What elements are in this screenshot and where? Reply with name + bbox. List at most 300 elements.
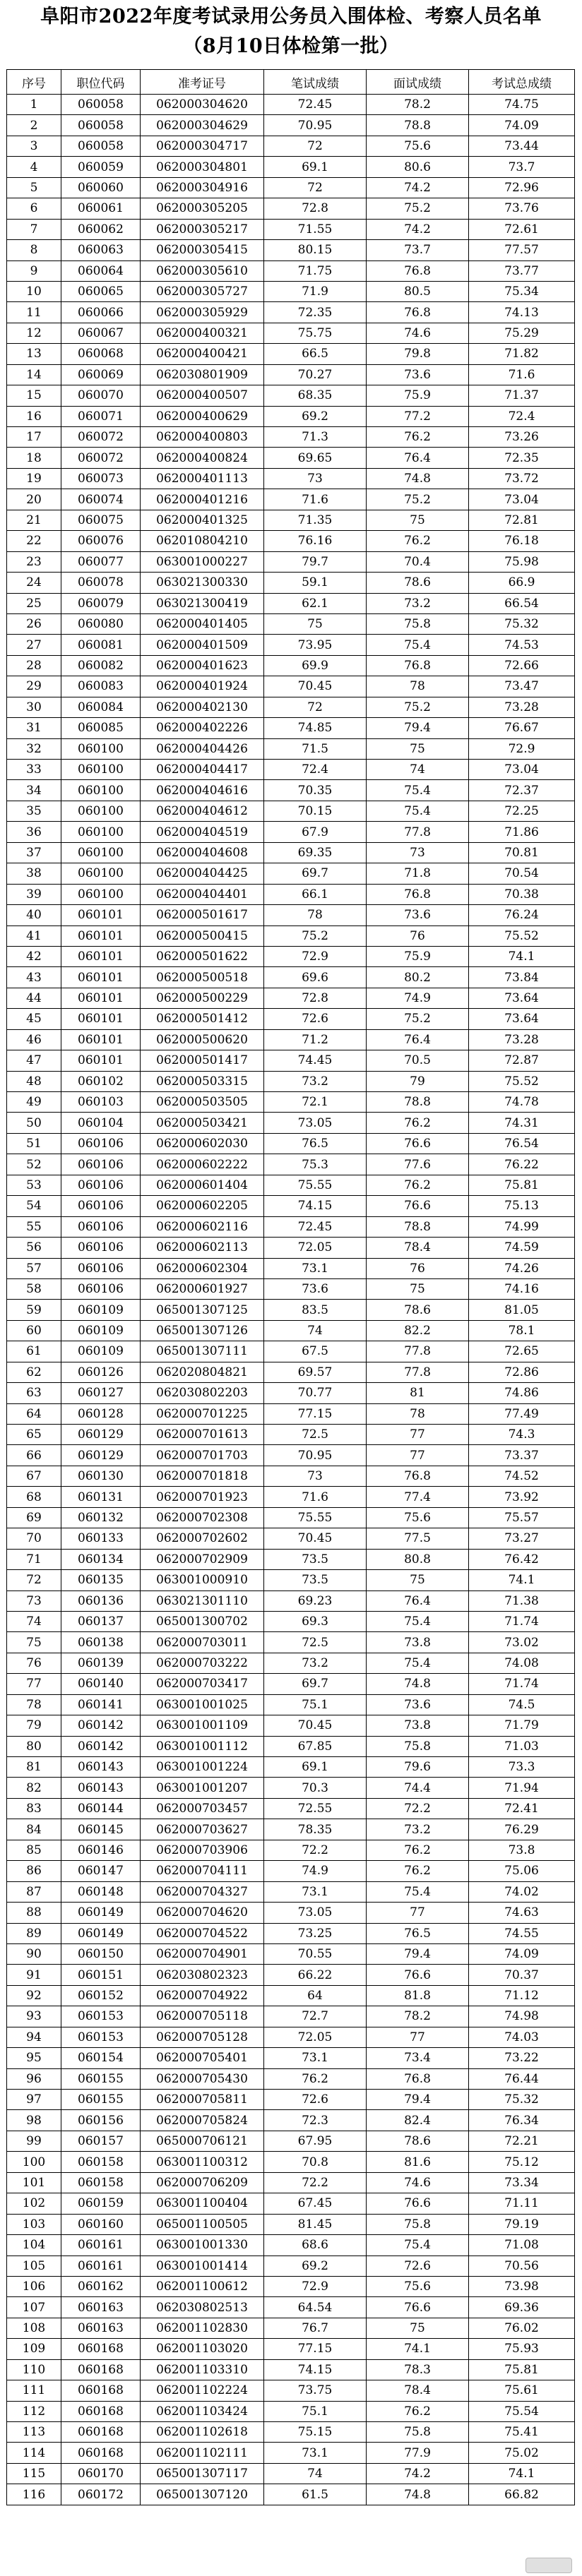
cell-ticket-number: 062000705128 xyxy=(141,2027,264,2047)
cell-total-score: 73.34 xyxy=(469,2172,575,2193)
cell-interview-score: 76.2 xyxy=(367,1175,469,1195)
cell-position-code: 060157 xyxy=(61,2131,141,2151)
cell-written-score: 73.5 xyxy=(264,1549,367,1569)
cell-written-score: 71.9 xyxy=(264,281,367,301)
cell-written-score: 72.1 xyxy=(264,1092,367,1113)
cell-interview-score: 76.5 xyxy=(367,1923,469,1943)
cell-ticket-number: 062000401509 xyxy=(141,635,264,655)
table-row xyxy=(7,1320,575,1341)
table-row xyxy=(7,198,575,219)
cell-total-score: 73.27 xyxy=(469,1528,575,1549)
cell-seq: 100 xyxy=(7,2152,61,2172)
table-row xyxy=(7,988,575,1008)
cell-interview-score: 77.5 xyxy=(367,1528,469,1549)
cell-ticket-number: 062000404401 xyxy=(141,884,264,904)
cell-interview-score: 81 xyxy=(367,1383,469,1403)
table-row xyxy=(7,1757,575,1778)
cell-ticket-number: 062001103310 xyxy=(141,2359,264,2380)
table-row xyxy=(7,1653,575,1673)
table-row xyxy=(7,2276,575,2296)
table-row xyxy=(7,884,575,904)
cell-interview-score: 77 xyxy=(367,1425,469,1445)
cell-total-score: 71.94 xyxy=(469,1778,575,1798)
cell-total-score: 74.52 xyxy=(469,1466,575,1486)
cell-position-code: 060146 xyxy=(61,1840,141,1860)
cell-total-score: 71.79 xyxy=(469,1715,575,1736)
cell-written-score: 69.1 xyxy=(264,157,367,177)
cell-total-score: 75.61 xyxy=(469,2380,575,2401)
cell-seq: 85 xyxy=(7,1840,61,1860)
cell-ticket-number: 062000702909 xyxy=(141,1549,264,1569)
header-seq: 序号 xyxy=(7,70,61,95)
table-row xyxy=(7,2318,575,2338)
cell-total-score: 74.59 xyxy=(469,1238,575,1258)
cell-position-code: 060101 xyxy=(61,905,141,925)
cell-written-score: 64 xyxy=(264,1985,367,2006)
cell-total-score: 71.6 xyxy=(469,364,575,385)
cell-interview-score: 76.2 xyxy=(367,427,469,448)
cell-total-score: 81.05 xyxy=(469,1300,575,1320)
cell-seq: 35 xyxy=(7,801,61,821)
cell-ticket-number: 063021301110 xyxy=(141,1590,264,1611)
cell-written-score: 75.3 xyxy=(264,1154,367,1175)
cell-written-score: 69.2 xyxy=(264,2256,367,2276)
cell-written-score: 71.55 xyxy=(264,219,367,239)
cell-total-score: 71.08 xyxy=(469,2235,575,2256)
cell-seq: 77 xyxy=(7,1674,61,1694)
cell-position-code: 060104 xyxy=(61,1113,141,1133)
cell-position-code: 060106 xyxy=(61,1196,141,1216)
cell-ticket-number: 062000703011 xyxy=(141,1632,264,1653)
table-row xyxy=(7,1903,575,1923)
cell-position-code: 060101 xyxy=(61,925,141,946)
cell-ticket-number: 063001001109 xyxy=(141,1715,264,1736)
cell-seq: 109 xyxy=(7,2339,61,2359)
cell-ticket-number: 062000602030 xyxy=(141,1133,264,1154)
cell-ticket-number: 062010804210 xyxy=(141,531,264,551)
cell-ticket-number: 063001000227 xyxy=(141,551,264,572)
cell-ticket-number: 062000701613 xyxy=(141,1425,264,1445)
table-row xyxy=(7,697,575,717)
cell-position-code: 060084 xyxy=(61,697,141,717)
cell-total-score: 71.82 xyxy=(469,344,575,364)
cell-position-code: 060109 xyxy=(61,1320,141,1341)
cell-total-score: 73.47 xyxy=(469,676,575,697)
table-row xyxy=(7,2048,575,2068)
cell-total-score: 74.1 xyxy=(469,1570,575,1590)
cell-seq: 114 xyxy=(7,2443,61,2463)
cell-interview-score: 75.2 xyxy=(367,1009,469,1029)
cell-seq: 25 xyxy=(7,593,61,613)
cell-position-code: 060061 xyxy=(61,198,141,219)
cell-position-code: 060101 xyxy=(61,1009,141,1029)
cell-interview-score: 74.2 xyxy=(367,2463,469,2484)
cell-ticket-number: 062001103020 xyxy=(141,2339,264,2359)
table-row xyxy=(7,1092,575,1113)
cell-total-score: 73.26 xyxy=(469,427,575,448)
cell-position-code: 060068 xyxy=(61,344,141,364)
table-row xyxy=(7,1300,575,1320)
cell-interview-score: 77.6 xyxy=(367,1154,469,1175)
cell-written-score: 72 xyxy=(264,136,367,156)
header-ticket-number: 准考证号 xyxy=(141,70,264,95)
cell-interview-score: 78.8 xyxy=(367,1216,469,1237)
cell-interview-score: 73.8 xyxy=(367,1715,469,1736)
cell-total-score: 73.76 xyxy=(469,198,575,219)
table-row xyxy=(7,2359,575,2380)
cell-total-score: 76.67 xyxy=(469,718,575,738)
cell-ticket-number: 062000704901 xyxy=(141,1943,264,1964)
cell-seq: 55 xyxy=(7,1216,61,1237)
cell-position-code: 060129 xyxy=(61,1425,141,1445)
cell-interview-score: 78 xyxy=(367,676,469,697)
cell-total-score: 72.87 xyxy=(469,1050,575,1071)
cell-written-score: 70.95 xyxy=(264,115,367,136)
cell-seq: 66 xyxy=(7,1445,61,1466)
cell-position-code: 060162 xyxy=(61,2276,141,2296)
cell-total-score: 76.29 xyxy=(469,1819,575,1840)
cell-written-score: 72.4 xyxy=(264,760,367,780)
cell-written-score: 72.6 xyxy=(264,1009,367,1029)
cell-interview-score: 79.8 xyxy=(367,344,469,364)
cell-written-score: 74.15 xyxy=(264,2359,367,2380)
table-header-row xyxy=(7,70,575,95)
cell-written-score: 71.3 xyxy=(264,427,367,448)
cell-seq: 5 xyxy=(7,177,61,198)
cell-written-score: 73.1 xyxy=(264,1881,367,1902)
cell-seq: 99 xyxy=(7,2131,61,2151)
cell-position-code: 060103 xyxy=(61,1092,141,1113)
cell-total-score: 75.81 xyxy=(469,1175,575,1195)
cell-position-code: 060142 xyxy=(61,1736,141,1756)
cell-interview-score: 75.9 xyxy=(367,385,469,406)
cell-position-code: 060066 xyxy=(61,302,141,323)
cell-total-score: 74.09 xyxy=(469,1943,575,1964)
cell-written-score: 69.6 xyxy=(264,967,367,988)
cell-position-code: 060150 xyxy=(61,1943,141,1964)
table-row xyxy=(7,2131,575,2151)
cell-interview-score: 82.2 xyxy=(367,1320,469,1341)
cell-total-score: 70.37 xyxy=(469,1965,575,1985)
table-row xyxy=(7,593,575,613)
cell-total-score: 75.12 xyxy=(469,2152,575,2172)
cell-total-score: 74.55 xyxy=(469,1923,575,1943)
cell-position-code: 060081 xyxy=(61,635,141,655)
cell-ticket-number: 062000500415 xyxy=(141,925,264,946)
cell-written-score: 72.8 xyxy=(264,198,367,219)
cell-seq: 105 xyxy=(7,2256,61,2276)
cell-total-score: 74.86 xyxy=(469,1383,575,1403)
table-row xyxy=(7,1611,575,1631)
cell-seq: 84 xyxy=(7,1819,61,1840)
cell-total-score: 74.16 xyxy=(469,1278,575,1299)
cell-position-code: 060168 xyxy=(61,2380,141,2401)
cell-total-score: 74.53 xyxy=(469,635,575,655)
cell-position-code: 060127 xyxy=(61,1383,141,1403)
header-interview-score: 面试成绩 xyxy=(367,70,469,95)
table-row xyxy=(7,676,575,697)
cell-written-score: 73.6 xyxy=(264,1278,367,1299)
cell-seq: 58 xyxy=(7,1278,61,1299)
table-row xyxy=(7,1549,575,1569)
cell-ticket-number: 062000400421 xyxy=(141,344,264,364)
cell-interview-score: 78.6 xyxy=(367,1300,469,1320)
cell-interview-score: 72.6 xyxy=(367,2256,469,2276)
cell-ticket-number: 062000501617 xyxy=(141,905,264,925)
cell-seq: 47 xyxy=(7,1050,61,1071)
cell-total-score: 73.37 xyxy=(469,1445,575,1466)
cell-total-score: 75.81 xyxy=(469,2359,575,2380)
cell-written-score: 74 xyxy=(264,1320,367,1341)
cell-ticket-number: 062000305610 xyxy=(141,260,264,281)
cell-ticket-number: 065001307125 xyxy=(141,1300,264,1320)
cell-total-score: 74.26 xyxy=(469,1258,575,1278)
cell-total-score: 71.74 xyxy=(469,1674,575,1694)
cell-interview-score: 78.2 xyxy=(367,2006,469,2027)
cell-seq: 56 xyxy=(7,1238,61,1258)
cell-interview-score: 77 xyxy=(367,1903,469,1923)
table-row xyxy=(7,1570,575,1590)
cell-interview-score: 76.4 xyxy=(367,1029,469,1050)
cell-interview-score: 80.6 xyxy=(367,157,469,177)
cell-interview-score: 74.2 xyxy=(367,177,469,198)
cell-seq: 95 xyxy=(7,2048,61,2068)
cell-position-code: 060161 xyxy=(61,2256,141,2276)
cell-total-score: 74.75 xyxy=(469,95,575,115)
cell-seq: 27 xyxy=(7,635,61,655)
cell-interview-score: 75.8 xyxy=(367,2422,469,2443)
cell-position-code: 060155 xyxy=(61,2090,141,2110)
table-row xyxy=(7,1507,575,1528)
table-row xyxy=(7,2027,575,2047)
cell-seq: 49 xyxy=(7,1092,61,1113)
cell-written-score: 72.2 xyxy=(264,1840,367,1860)
cell-written-score: 80.15 xyxy=(264,240,367,260)
cell-position-code: 060100 xyxy=(61,738,141,759)
cell-position-code: 060132 xyxy=(61,1507,141,1528)
cell-total-score: 72.35 xyxy=(469,448,575,468)
cell-written-score: 73.95 xyxy=(264,635,367,655)
cell-ticket-number: 062000705430 xyxy=(141,2068,264,2089)
cell-position-code: 060153 xyxy=(61,2006,141,2027)
cell-ticket-number: 062000401325 xyxy=(141,510,264,530)
cell-position-code: 060158 xyxy=(61,2152,141,2172)
table-row xyxy=(7,2006,575,2027)
cell-written-score: 73.05 xyxy=(264,1903,367,1923)
table-row xyxy=(7,448,575,468)
cell-total-score: 74.78 xyxy=(469,1092,575,1113)
cell-ticket-number: 062000602304 xyxy=(141,1258,264,1278)
cell-total-score: 72.81 xyxy=(469,510,575,530)
cell-position-code: 060143 xyxy=(61,1778,141,1798)
cell-written-score: 83.5 xyxy=(264,1300,367,1320)
cell-ticket-number: 062000404519 xyxy=(141,822,264,842)
cell-total-score: 75.32 xyxy=(469,2090,575,2110)
cell-interview-score: 75.4 xyxy=(367,801,469,821)
cell-seq: 112 xyxy=(7,2401,61,2421)
cell-seq: 41 xyxy=(7,925,61,946)
cell-seq: 81 xyxy=(7,1757,61,1778)
cell-written-score: 75.75 xyxy=(264,323,367,343)
cell-position-code: 060106 xyxy=(61,1216,141,1237)
cell-seq: 24 xyxy=(7,573,61,593)
cell-seq: 1 xyxy=(7,95,61,115)
cell-position-code: 060102 xyxy=(61,1071,141,1091)
cell-interview-score: 77 xyxy=(367,2027,469,2047)
table-row xyxy=(7,1445,575,1466)
cell-interview-score: 76.6 xyxy=(367,2193,469,2214)
cell-interview-score: 75 xyxy=(367,738,469,759)
cell-interview-score: 79.4 xyxy=(367,1943,469,1964)
cell-total-score: 74.31 xyxy=(469,1113,575,1133)
cell-ticket-number: 062000400803 xyxy=(141,427,264,448)
cell-position-code: 060134 xyxy=(61,1549,141,1569)
cell-written-score: 69.7 xyxy=(264,863,367,884)
cell-position-code: 060106 xyxy=(61,1278,141,1299)
cell-total-score: 75.32 xyxy=(469,613,575,634)
cell-written-score: 66.22 xyxy=(264,1965,367,1985)
cell-seq: 111 xyxy=(7,2380,61,2401)
cell-ticket-number: 062000401216 xyxy=(141,489,264,510)
table-row xyxy=(7,2443,575,2463)
table-row xyxy=(7,2484,575,2505)
cell-written-score: 75.55 xyxy=(264,1175,367,1195)
cell-ticket-number: 062000305217 xyxy=(141,219,264,239)
cell-seq: 42 xyxy=(7,946,61,966)
cell-written-score: 73 xyxy=(264,1466,367,1486)
cell-total-score: 74.1 xyxy=(469,2463,575,2484)
cell-position-code: 060100 xyxy=(61,863,141,884)
cell-ticket-number: 063021300419 xyxy=(141,593,264,613)
cell-written-score: 70.3 xyxy=(264,1778,367,1798)
cell-interview-score: 75.4 xyxy=(367,2235,469,2256)
cell-position-code: 060106 xyxy=(61,1238,141,1258)
cell-ticket-number: 062000305205 xyxy=(141,198,264,219)
table-row xyxy=(7,2256,575,2276)
cell-position-code: 060079 xyxy=(61,593,141,613)
cell-position-code: 060168 xyxy=(61,2359,141,2380)
cell-seq: 29 xyxy=(7,676,61,697)
cell-interview-score: 80.8 xyxy=(367,1549,469,1569)
table-row xyxy=(7,822,575,842)
cell-total-score: 73.02 xyxy=(469,1632,575,1653)
cell-position-code: 060139 xyxy=(61,1653,141,1673)
cell-interview-score: 74.8 xyxy=(367,1674,469,1694)
cell-seq: 14 xyxy=(7,364,61,385)
cell-written-score: 73.25 xyxy=(264,1923,367,1943)
cell-total-score: 73.04 xyxy=(469,489,575,510)
cell-position-code: 060083 xyxy=(61,676,141,697)
cell-interview-score: 73.8 xyxy=(367,1632,469,1653)
cell-seq: 83 xyxy=(7,1798,61,1819)
cell-position-code: 060073 xyxy=(61,468,141,489)
cell-seq: 116 xyxy=(7,2484,61,2505)
cell-written-score: 66.1 xyxy=(264,884,367,904)
cell-total-score: 72.61 xyxy=(469,219,575,239)
cell-total-score: 76.54 xyxy=(469,1133,575,1154)
cell-total-score: 71.38 xyxy=(469,1590,575,1611)
cell-written-score: 70.77 xyxy=(264,1383,367,1403)
cell-seq: 28 xyxy=(7,655,61,676)
cell-interview-score: 76.8 xyxy=(367,2068,469,2089)
cell-ticket-number: 062000400629 xyxy=(141,406,264,426)
cell-written-score: 67.45 xyxy=(264,2193,367,2214)
cell-ticket-number: 062000305929 xyxy=(141,302,264,323)
cell-interview-score: 75.6 xyxy=(367,2276,469,2296)
cell-interview-score: 76 xyxy=(367,1258,469,1278)
cell-written-score: 72.8 xyxy=(264,988,367,1008)
cell-position-code: 060130 xyxy=(61,1466,141,1486)
cell-written-score: 70.15 xyxy=(264,801,367,821)
cell-position-code: 060136 xyxy=(61,1590,141,1611)
cell-ticket-number: 062000503505 xyxy=(141,1092,264,1113)
cell-total-score: 73.98 xyxy=(469,2276,575,2296)
cell-seq: 60 xyxy=(7,1320,61,1341)
cell-total-score: 76.44 xyxy=(469,2068,575,2089)
cell-ticket-number: 062000701703 xyxy=(141,1445,264,1466)
cell-written-score: 74.45 xyxy=(264,1050,367,1071)
cell-total-score: 75.54 xyxy=(469,2401,575,2421)
table-row xyxy=(7,406,575,426)
cell-total-score: 76.42 xyxy=(469,1549,575,1569)
cell-position-code: 060137 xyxy=(61,1611,141,1631)
cell-position-code: 060148 xyxy=(61,1881,141,1902)
cell-written-score: 71.35 xyxy=(264,510,367,530)
cell-total-score: 71.11 xyxy=(469,2193,575,2214)
cell-total-score: 73.28 xyxy=(469,697,575,717)
cell-position-code: 060144 xyxy=(61,1798,141,1819)
cell-total-score: 77.57 xyxy=(469,240,575,260)
table-row xyxy=(7,1861,575,1881)
cell-written-score: 68.6 xyxy=(264,2235,367,2256)
cell-total-score: 70.54 xyxy=(469,863,575,884)
cell-written-score: 77.15 xyxy=(264,1403,367,1424)
cell-position-code: 060106 xyxy=(61,1154,141,1175)
cell-total-score: 75.29 xyxy=(469,323,575,343)
table-row xyxy=(7,738,575,759)
cell-ticket-number: 062000304801 xyxy=(141,157,264,177)
cell-written-score: 72.6 xyxy=(264,2090,367,2110)
cell-written-score: 70.45 xyxy=(264,1715,367,1736)
cell-total-score: 73.44 xyxy=(469,136,575,156)
table-row xyxy=(7,1674,575,1694)
cell-written-score: 72.45 xyxy=(264,95,367,115)
cell-seq: 96 xyxy=(7,2068,61,2089)
cell-interview-score: 75.4 xyxy=(367,1611,469,1631)
cell-position-code: 060158 xyxy=(61,2172,141,2193)
cell-written-score: 72.5 xyxy=(264,1632,367,1653)
cell-interview-score: 78.4 xyxy=(367,1238,469,1258)
cell-position-code: 060065 xyxy=(61,281,141,301)
cell-seq: 78 xyxy=(7,1694,61,1715)
cell-ticket-number: 062000404612 xyxy=(141,801,264,821)
cell-ticket-number: 062001102111 xyxy=(141,2443,264,2463)
cell-written-score: 71.5 xyxy=(264,738,367,759)
cell-ticket-number: 062000400824 xyxy=(141,448,264,468)
cell-ticket-number: 062000404426 xyxy=(141,738,264,759)
cell-total-score: 73.84 xyxy=(469,967,575,988)
cell-written-score: 67.9 xyxy=(264,822,367,842)
cell-written-score: 70.45 xyxy=(264,676,367,697)
cell-written-score: 74.85 xyxy=(264,718,367,738)
cell-ticket-number: 062000404616 xyxy=(141,780,264,801)
table-row xyxy=(7,427,575,448)
cell-position-code: 060109 xyxy=(61,1300,141,1320)
cell-interview-score: 77.9 xyxy=(367,2443,469,2463)
cell-total-score: 77.49 xyxy=(469,1403,575,1424)
cell-seq: 19 xyxy=(7,468,61,489)
cell-ticket-number: 063001001025 xyxy=(141,1694,264,1715)
